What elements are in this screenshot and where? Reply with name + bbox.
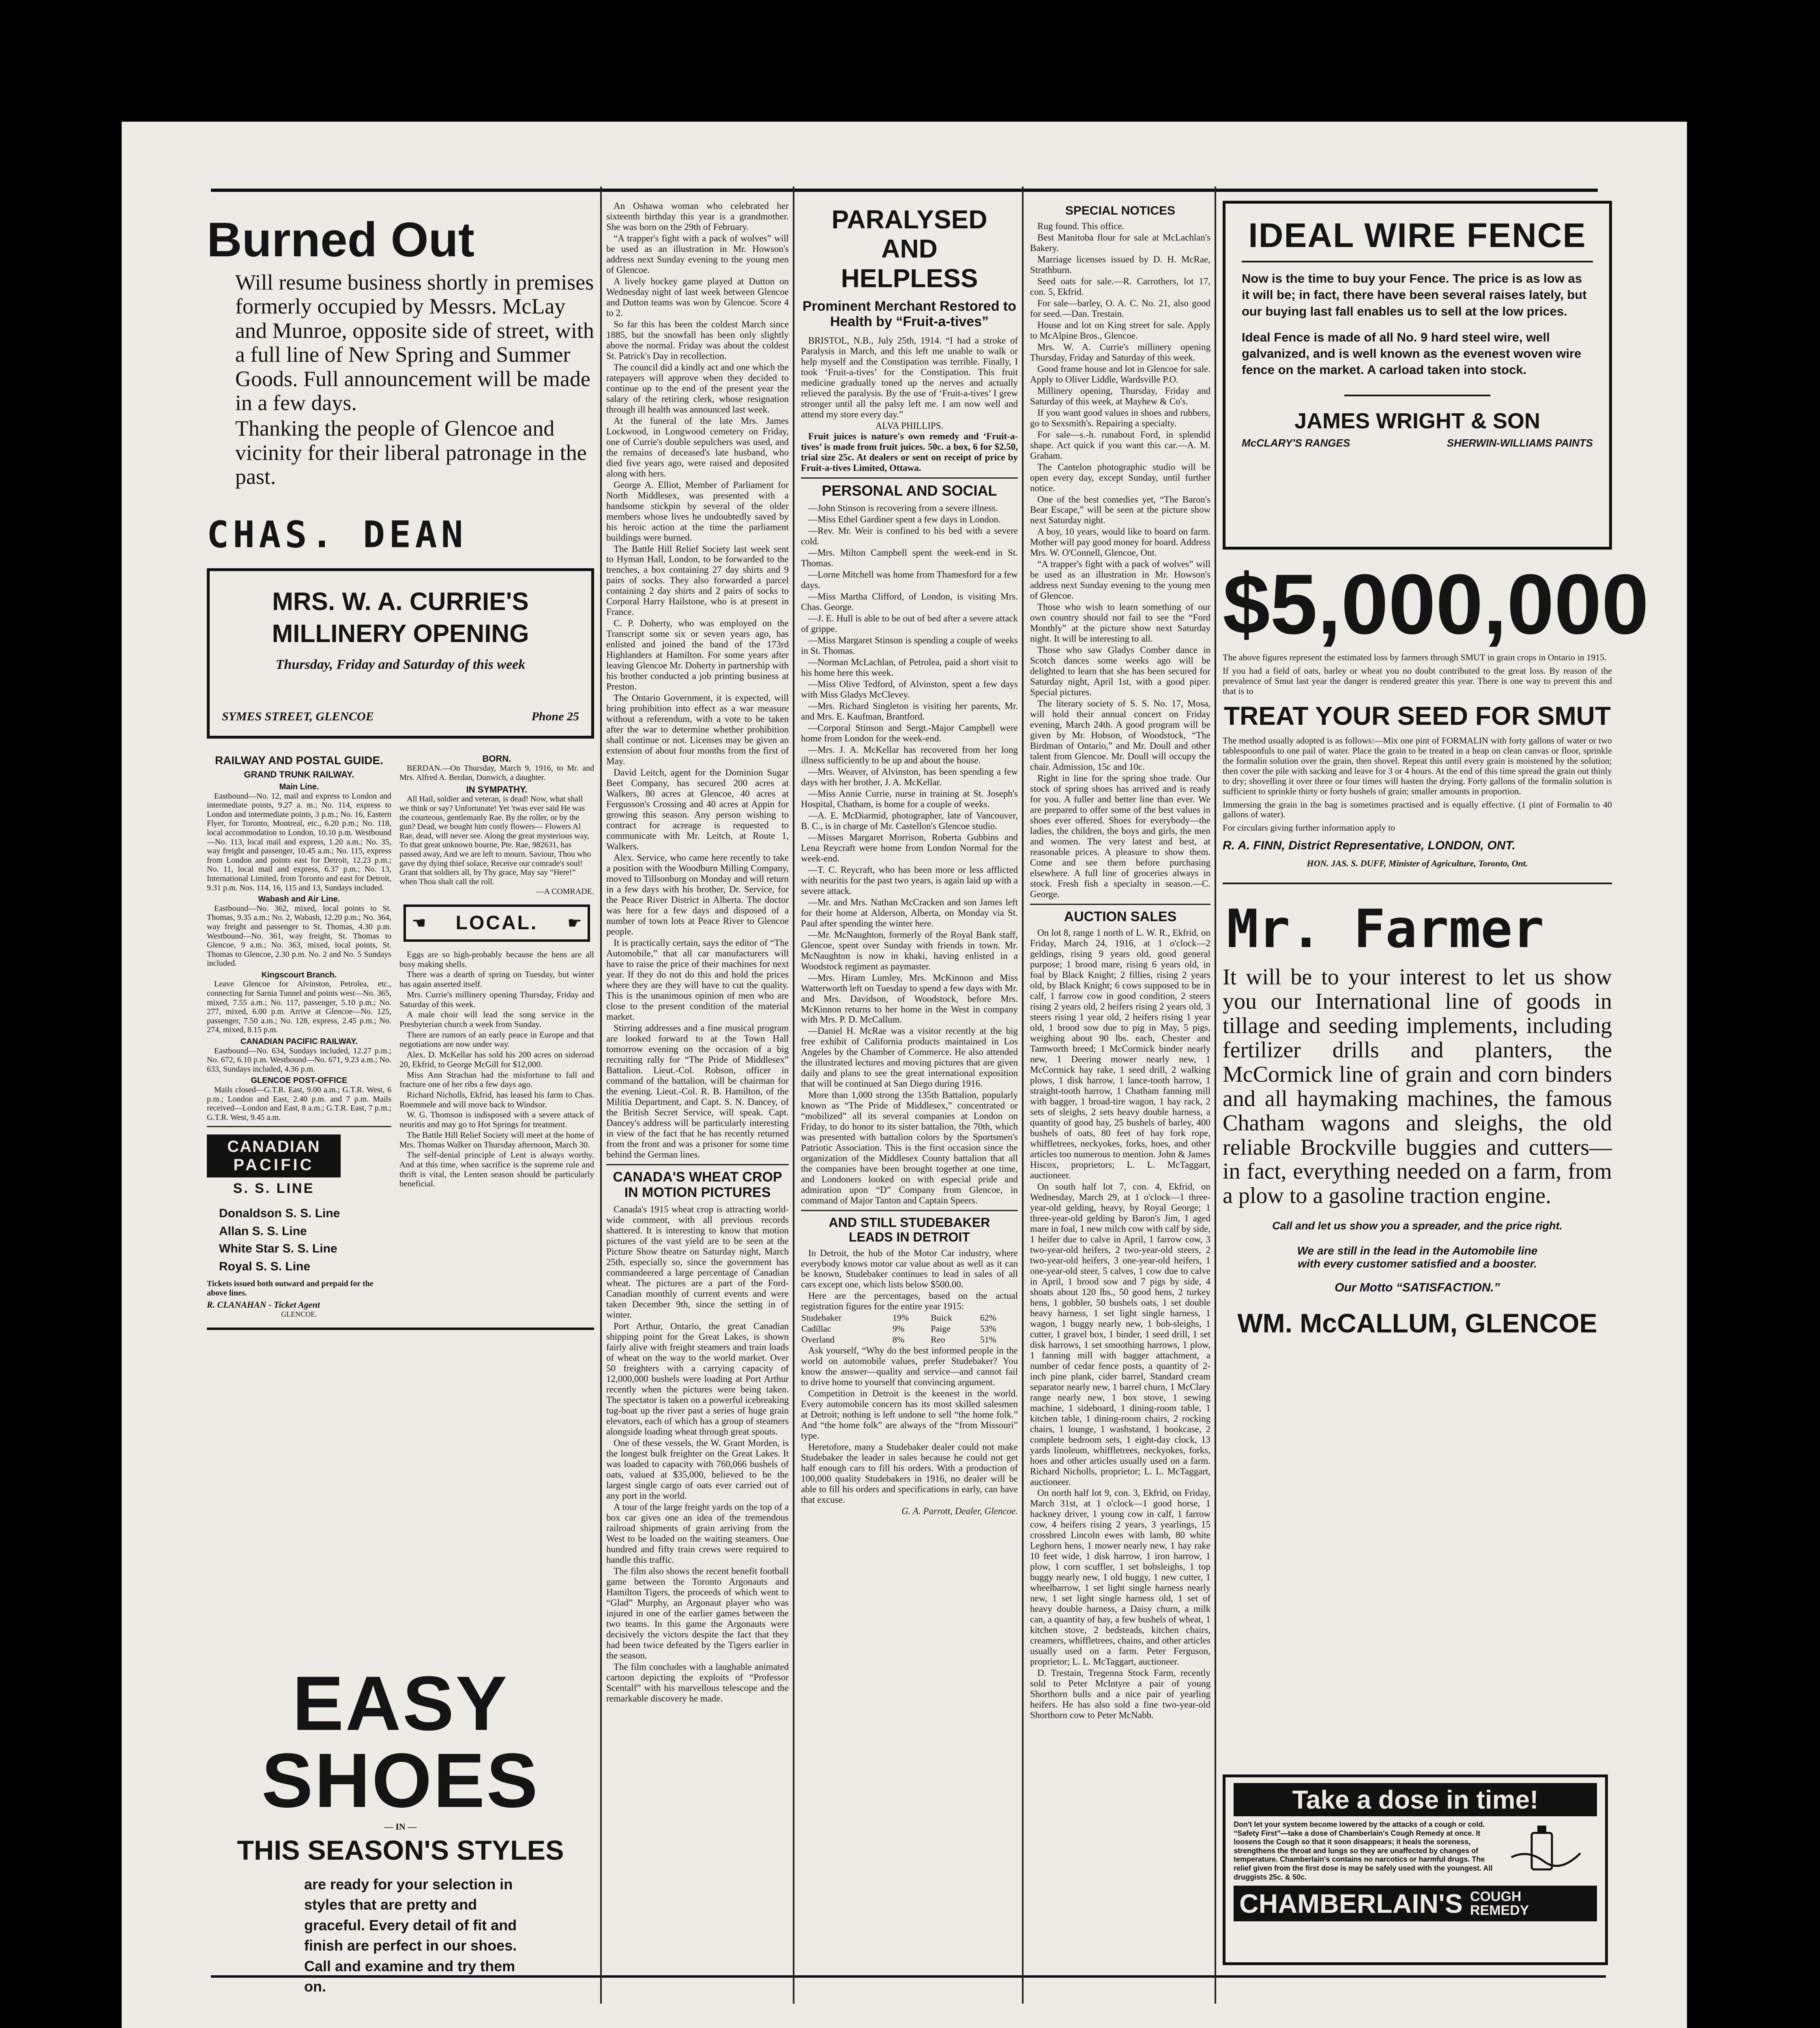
- personal-item: —Mr. McNaughton, formerly of the Royal Bank staff, Glencoe, spent over Sunday with friends in town. Mr. McNaughton is now in khaki, having enlisted in a Woodstock regiment as paymaster.: [801, 929, 1018, 971]
- wheat-para: Port Arthur, Ontario, the great Canadian shipping point for the Great Lakes, is shown fairly alive with freight steamers and train loads of wheat on the way to the world market. Over 50 freighters with a carrying capacity of 12,000,000 bushels were loading at Port Arthur recently when the pictures were being taken. The spectator is taken on a powerful icebreaking tug-boat up the river past a series of huge grain elevators, each of which has a group of steamers alongside loading wheat through great spouts.: [606, 1321, 789, 1437]
- local-item: W. G. Thomson is indisposed with a severe attack of neuritis and may go to Hot Springs for treatment.: [399, 1110, 594, 1130]
- news-item: Stirring addresses and a fine musical program are looked forward to at the Town Hall tomorrow evening on the occasion of a big recruiting rally for “The Pride of Middlesex” Battalion. Lieut.-Col. Robson, officer in command of the battalion, will be chairman for the evening. Lieut.-Col. R. B. Hamilton, of the Militia Department, and Capt. S. N. Dancey, of the British Secret Service, will speak. Capt. Dancey's address will be particularly interesting in view of the fact that he has recently returned from the front and was a prisoner for some time behind the German lines.: [606, 1023, 789, 1160]
- born-notice: [399, 754, 594, 896]
- local-item: The self-denial principle of Lent is always worthy. And at this time, when sacrifice is the supreme rule and thrift is vital, the Lenten season should be particularly beneficial.: [399, 1150, 594, 1189]
- table-row: [801, 1323, 1018, 1334]
- farmer-lead-1: We are still in the lead in the Automobile line: [1297, 1244, 1538, 1257]
- wheat-para: A tour of the large freight yards on the top of a box car gives one an idea of the tremendous railroad shipments of grain arriving from the West to be loaded on the waiting steamers. One hundred and fifty train crews were required to handle this traffic.: [606, 1502, 789, 1565]
- news-item: It is practically certain, says the editor of “The Automobile,” that all car manufacturers will have to raise the price of their machines for next year. If they do not do this and hold the prices where they are they will have to cut the quality. This is the unanimous opinion of men who are close to the present condition of the material market.: [606, 937, 789, 1022]
- paralysed-footer: Fruit juices is nature's own remedy and ‘Fruit-a-tives’ is made from fruit juices. 50c. a box, 6 for $2.50, trial size 25c. At dealers or sent on receipt of price by Fruit-a-tives Limited, Ottawa.: [801, 431, 1018, 473]
- cpr-town: GLENCOE.: [281, 1310, 317, 1319]
- special-item: Seed oats for sale.—R. Carrothers, lot 17, con. 5, Ekfrid.: [1030, 276, 1210, 297]
- wheat-para: Canada's 1915 wheat crop is attracting world-wide comment, with all previous records shattered. It is interesting to know that motion pictures of the vast yield are to be seen at the Picture Show theatre on Saturday night, March 25th, especially so, since the government has commandeered a large percentage of Canadian wheat. The pictures are a part of the Ford-Canadian monthly of current events and were taken December 9th, since the setting in of winter.: [606, 1204, 789, 1320]
- special-item: Mrs. W. A. Currie's millinery opening Thursday, Friday and Saturday of this week.: [1030, 342, 1210, 363]
- chamberlain-name: CHAMBERLAIN'S: [1239, 1888, 1463, 1919]
- column-separator: [1022, 187, 1024, 2004]
- table-cell: Cadillac: [801, 1323, 831, 1334]
- cpr-ticket-note: Tickets issued both outward and prepaid for the above lines.: [207, 1279, 373, 1298]
- special-item: The Cantelon photographic studio will be open every day, except Sunday, until further notice.: [1030, 462, 1210, 493]
- special-item: One of the best comedies yet, “The Baron's Bear Escape,” will be seen at the picture show next Saturday night.: [1030, 494, 1210, 526]
- sympathy-signed: —A COMRADE.: [536, 887, 594, 896]
- table-cell: Studebaker: [801, 1313, 841, 1323]
- local-item: There are rumors of an early peace in Europe and that negotiations are now under way.: [399, 1029, 594, 1049]
- studebaker-title-2: LEADS IN DETROIT: [849, 1230, 970, 1245]
- personal-item: More than 1,000 strong the 135th Battalion, popularly known as “The Pride of Middlesex,” concentrated or “mobilized” all its several companies at London on Friday, to do honor to its sister battalion, the 70th, which was presented with battalion colors by the Sportsmen's Patriotic Association. This is the first occasion since the organization of the Middlesex County battalion that all the companies have been brought together at one time, and Londoners looked on with especial pride and admiration upon “D” Company from Glencoe, in command of Major Tanton and Captain Speers.: [801, 1090, 1018, 1206]
- table-cell: 62%: [980, 1313, 997, 1323]
- wheat-para: The film concludes with a laughable animated cartoon depicting the exploits of “Professor Scentalf” with his marvellous telescope and the remarkable discovery he made.: [606, 1661, 789, 1704]
- paralysed-title-2: HELPLESS: [841, 263, 978, 293]
- currie-title-2: MILLINERY OPENING: [272, 619, 529, 648]
- personal-item: —Rev. Mr. Weir is confined to his bed with a severe cold.: [801, 526, 1018, 547]
- farmer-call: Call and let us show you a spreader, and the price right.: [1272, 1220, 1562, 1232]
- news-item: At the funeral of the late Mrs. James Lockwood, in Longwood cemetery on Friday, one of Currie's double sepulchers was used, and the remains of deceased's late husband, who died five years ago, were raised and deposited along with hers.: [606, 415, 789, 479]
- born-title: BORN.: [482, 753, 511, 764]
- kingscourt-text: Leave Glencoe for Alvinston, Petrolea, etc., connecting for Sarnia Tunnel and points west—No. 365, mixed, 7.55 a.m.; No. 117, passenger, 5.10 p.m.; No. 277, mixed, 6.00 p.m. Arrive at Glencoe—No. 125, passenger, 7.50 a.m.; No. 128, express, 2.45 p.m.; No. 274, mixed, 8.15 p.m.: [207, 980, 391, 1035]
- farmer-lead-2: with every customer satisfied and a booster.: [1298, 1257, 1537, 1270]
- auction-item: On lot 8, range 1 north of L. W. R., Ekfrid, on Friday, March 24, 1916, at 1 o'clock—2 geldings, rising 9 years old, good general purpose; 1 brood mare, rising 6 years old, in foal by Black Knight; 2 fillies, rising 2 years old, by Black Knight; 6 cows supposed to be in calf, 1 farrow cow in good condition, 2 steers rising 2 years old, 2 heifers rising 2 years old, 3 steers rising 1 year old, 2 heifers rising 1 year old, 1 brood sow due to pig in May, 5 pigs, weighing about 90 lbs. each, Chester and Tamworth breed; 1 McCormick binder nearly new, 1 Deering mower nearly new, 1 McCormick hay rake, 1 seed drill, 2 walking plows, 1 disk harrow, 1 lance-tooth harrow, 1 straight-tooth harrow, 1 Chatham fanning mill with bagger, 1 broad-tire wagon, 1 hay rack, 2 sets of sleighs, 2 sets heavy double harness, a quantity of good hay, 25 bushels of barley, 400 bushels of oats, 80 feet of hay fork rope, whiffletrees, neckyokes, forks, hoes, and other articles too numerous to mention. John & James Hiscox, proprietors; L. L. McTaggart, auctioneer.: [1030, 928, 1210, 1180]
- wheat-title-1: CANADA'S WHEAT CROP: [613, 1169, 782, 1185]
- special-item: “A trapper's fight with a pack of wolves” will be used as an illustration in Mr. Howson's address next Sunday evening to the young men of Glencoe.: [1030, 559, 1210, 601]
- special-item: Right in line for the spring shoe trade. Our stock of spring shoes has arrived and is ready for you. A fuller and better line than ever. We are prepared to offer some of the best values in shoes ever offered. Shoes for everybody—the ladies, the children, the boys and girls, the men and women. The very latest and best, at reasonable prices. A pleasure to show them. Come and see them before purchasing elsewhere. A full line of groceries always in stock. Fresh fish a specialty in season.—C. George.: [1030, 773, 1210, 899]
- hand-left-icon: ☚: [412, 914, 426, 932]
- smut-para: The method usually adopted is as follows:—Mix one pint of FORMALIN with forty gallons of water or two tablespoonfuls to one pail of water. Place the grain to be treated in a heap on clean canvas or floor, sprinkle the formalin solution over the grain, then shovel. Repeat this until every grain is moistened by the solution; then cover the pile with sacking and leave for 3 or 4 hours. At the end of this time spread the grain out thinly to dry; shovelling it over three or four times will hasten the drying. Forty gallons of the formalin solution is sufficient to sprinkle thirty or forty bushels of grain; smaller amounts in proportion.: [1223, 735, 1612, 796]
- burned-out-ad: [207, 213, 594, 556]
- born-text: BERDAN.—On Thursday, March 9, 1916, to Mr. and Mrs. Alfred A. Berdan, Dunwich, a daughter.: [399, 764, 594, 782]
- personal-item: —Mrs. Weaver, of Alvinston, has been spending a few days with her brother, J. A. McKellar.: [801, 766, 1018, 787]
- divider: [801, 1210, 1018, 1211]
- personal-item: —Mr. and Mrs. Nathan McCracken and son James left for their home at Alderson, Alberta, on Monday via St. Paul after spending the winter here.: [801, 897, 1018, 928]
- news-item: An Oshawa woman who celebrated her sixteenth birthday this year is a grandmother. She was born on the 29th of February.: [606, 201, 789, 232]
- column-separator: [600, 187, 602, 2004]
- table-cell: 9%: [892, 1323, 905, 1334]
- personal-item: —T. C. Reycraft, who has been more or less afflicted with neuritis for the past two years, is again laid up with a severe attack.: [801, 864, 1018, 896]
- currie-address: SYMES STREET, GLENCOE: [222, 709, 374, 723]
- post-text: Mails closed—G.T.R. East, 9.00 a.m.; G.T.R. West, 6 p.m.; London and East, 2.40 p.m. and 7 p.m. Mails received—London and East, 8 a.m.; G.T.R. East, 7 p.m.; G.T.R. West, 9.45 a.m.: [207, 1085, 391, 1122]
- column-5: [1223, 201, 1649, 1973]
- farmer-motto: Our Motto “SATISFACTION.”: [1335, 1281, 1500, 1295]
- local-item: Alex. D. McKellar has sold his 200 acres on sideroad 20, Ekfrid, to George McGill for $12,000.: [399, 1050, 594, 1069]
- fruit-a-tives-ad: [801, 205, 1018, 473]
- personal-item: —Daniel H. McRae was a visitor recently at the big free exhibit of California products maintained in Los Angeles by the Chamber of Commerce. He also attended the illustrated lectures and moving pictures that are given daily and plans to see the great international exposition that will be continued at San Diego during 1916.: [801, 1026, 1018, 1089]
- news-item: “A trapper's fight with a pack of wolves” will be used as an illustration in Mr. Howson's address next Sunday evening to the young men of Glencoe.: [606, 233, 789, 275]
- kingscourt-title: Kingscourt Branch.: [261, 970, 337, 980]
- local-item: The Battle Hill Relief Society will meet at the home of Mrs. Thomas Walker on Thursday afternoon, March 30.: [399, 1130, 594, 1149]
- smut-minister: HON. JAS. S. DUFF, Minister of Agriculture, Toronto, Ont.: [1307, 858, 1528, 869]
- table-cell: 53%: [980, 1323, 997, 1334]
- news-item: So far this has been the coldest March since 1885, but the snowfall has been only slightly above the normal. Friday was about the coldest St. Patrick's Day in recollection.: [606, 319, 789, 361]
- personal-item: —Misses Margaret Morrison, Roberta Gubbins and Lena Reycraft were home from London Normal for the week-end.: [801, 832, 1018, 864]
- paralysed-body: BRISTOL, N.B., July 25th, 1914. “I had a stroke of Paralysis in March, and this left me unable to walk or help myself and the Constipation was terrible. Finally, I took ‘Fruit-a-tives’ for the Constipation. This fruit medicine gradually toned up the nerves and actually relieved the paralysis. By the use of ‘Fruit-a-tives’ I grew stronger until all the palsy left me. I am now well and attend my store every day.”: [801, 335, 1018, 419]
- auction-item: On south half lot 7, con. 4, Ekfrid, on Wednesday, March 29, at 1 o'clock—1 three-year-old gelding, heavy, by Royal George; 1 three-year-old gelding by Baron's Jim, 1 aged mare in foal, 1 new milch cow with calf by side, 1 heifer due to calve in April, 1 farrow cow, 3 two-year-old heifers, 2 two-year-old steers, 2 two-year-old heifers, 3 one-year-old heifers, 1 one-year-old steer, 5 calves, 1 cow due to calve in April, 1 brood sow and 7 pigs by side, 4 shoats about 120 lbs., 50 good hens, 2 turkey hens, 1 gobbler, 50 bushels oats, 1 set double heavy harness, 1 set light single harness, 1 wagon, 1 buggy nearly new, 1 bob-sleighs, 1 cutter, 1 gravel box, 1 binder, 1 seed drill, 1 set disk harrows, 1 set smoothing harrows, 1 plow, 1 fanning mill with bagger attachment, a number of cedar fence posts, a quantity of 2-inch pine plank, cider barrel, Standard cream separator nearly new, 1 barrel churn, 1 McClary range nearly new, 1 box stove, 1 sewing machine, 1 sideboard, 1 dining-room table, 1 kitchen table, 1 dining-room chairs, 2 rocking chairs, 1 lounge, 1 washstand, 1 bookcase, 2 complete bedroom sets, 1 eight-day clock, 13 yards linoleum, whiffletrees, neckyokes, forks, hoes and other articles usually used on a farm. Richard Nicholls, proprietor; L. L. McTaggart, auctioneer.: [1030, 1181, 1210, 1487]
- local-item: Eggs are so high-probably because the hens are all busy making shells.: [399, 949, 594, 969]
- sympathy-poem: All Hail, soldier and veteran, is dead! Now, what shall we think or say? Unfortunate! Yet 'twas ever said He was the courteous, gentlemanly Rae. By the roller, or by the gun? Dead, we bought him costly flowers— Flowers Al Rae, dead, will never see. Along the great mysterious way, To that great unknown bourne, Pte. Rae, 982631, has passed away, And we are left to mourn. Saviour, Thou who gave thy dying thief solace, Receive our comrade's soul! Grant that soldiers all, by Thy grace, May say “Here!” when Thou shalt call the roll.: [399, 795, 591, 886]
- railway-guide: [207, 754, 391, 1122]
- wheat-title-2: IN MOTION PICTURES: [624, 1185, 771, 1200]
- local-item: A male choir will lead the song service in the Presbyterian church a week from Sunday.: [399, 1010, 594, 1029]
- smut-headline: TREAT YOUR SEED FOR SMUT: [1223, 701, 1611, 731]
- smut-ad: [1223, 556, 1649, 869]
- personal-item: —Mrs. Richard Singleton is visiting her parents, Mr. and Mrs. E. Kaufman, Brantford.: [801, 700, 1018, 722]
- special-item: For sale—s.-h. runabout Ford, in splendid shape. Act quick if you want this car.—A. M. Graham.: [1030, 429, 1210, 461]
- ss-line-item: Allan S. S. Line: [219, 1224, 307, 1238]
- cpr-title: CANADIAN PACIFIC RAILWAY.: [240, 1037, 358, 1046]
- fence-para: Now is the time to buy your Fence. The price is as low as it will be; in fact, there have been several raises lately, but our buying last fall enables us to sell at the low prices.: [1242, 271, 1587, 318]
- divider: [606, 1164, 789, 1165]
- ideal-fence-ad: [1223, 201, 1612, 550]
- chamberlain-title: Take a dose in time!: [1234, 1783, 1597, 1816]
- column-1: [207, 201, 594, 1995]
- personal-item: —Miss Annie Currie, nurse in training at St. Joseph's Hospital, Chatham, is home for a couple of weeks.: [801, 788, 1018, 809]
- column-separator: [1215, 187, 1216, 2004]
- table-cell: Overland: [801, 1334, 835, 1345]
- ss-line-title: S. S. LINE: [233, 1181, 315, 1197]
- local-title: LOCAL.: [455, 912, 538, 934]
- personal-item: —Miss Ethel Gardiner spent a few days in London.: [808, 514, 1001, 525]
- special-item: Rug found. This office.: [1037, 221, 1125, 231]
- hand-right-icon: ☛: [567, 914, 582, 932]
- special-item: Millinery opening, Thursday, Friday and Saturday of this week, at Mayhew & Co's.: [1030, 385, 1210, 406]
- chamberlain-body: Don't let your system become lowered by the attacks of a cough or cold. “Safety First”—take a dose of Chamberlain's Cough Remedy at once. It loosens the Cough so that it soon disappears; it heals the soreness, strengthens the throat and lungs so they are unaffected by changes of temperature. Chamberlain's contains no narcotics or harmful drugs. The relief given from the first dose is may be safely used with the youngest. All druggists 25c. & 50c.: [1234, 1820, 1493, 1881]
- cpr-ss-ad: [207, 1131, 391, 1322]
- studebaker-para: Ask yourself, “Why do the best informed people in the world on automobile values, prefer Studebaker? You know the answer—quality and service—and cannot fail to drive home to yourself that convincing argument.: [801, 1345, 1018, 1387]
- currie-days: Thursday, Friday and Saturday of this week: [275, 657, 526, 672]
- burned-out-title: Burned Out: [207, 213, 474, 267]
- studebaker-para: Heretofore, many a Studebaker dealer could not make Studebaker the leader in sales because he could not get half enough cars to fill his orders. With a production of 100,000 quality Studebakers in 1916, no dealer will be able to fill his orders and specifications in early, can have that excuse.: [801, 1442, 1018, 1505]
- news-item: A lively hockey game played at Dutton on Wednesday night of last week between Glencoe and Dutton teams was won by Glencoe. Score 4 to 2.: [606, 276, 789, 318]
- cpr-text: Eastbound—No. 634, Sundays included, 12.27 p.m.; No. 672, 6.10 p.m. Westbound—No. 671, 9.23 a.m.; No. 633, Sundays included, 4.36 p.m.: [207, 1046, 391, 1074]
- local-item: There was a dearth of spring on Tuesday, but winter has again asserted itself.: [399, 969, 594, 989]
- ss-line-item: Donaldson S. S. Line: [219, 1207, 340, 1220]
- wheat-para: One of these vessels, the W. Grant Morden, is the longest bulk freighter on the Great Lakes. It was loaded to capacity with 760,066 bushels of oats, valued at $35,000, believed to be the largest single cargo of oats ever carried out of any port in the world.: [606, 1438, 789, 1501]
- news-item: Alex. Service, who came here recently to take a position with the Woodburn Milling Company, moved to Tillsonburg on Monday and will return in a few days with his brother, Dr. Service, for the Peace River District in Alberta. The doctor was here for a few days and disposed of a number of town lots at Peace River to Glencoe people.: [606, 853, 789, 937]
- gtr-title: GRAND TRUNK RAILWAY.: [244, 769, 354, 780]
- studebaker-para: In Detroit, the hub of the Motor Car industry, where everybody knows motor car value about as well as it can be known, Studebaker continues to lead in sales of all cars except one, which lists below $500.00.: [801, 1248, 1018, 1290]
- wheat-para: The film also shows the recent benefit football game between the Toronto Argonauts and Hamilton Tigers, the proceeds of which went to “Glad” Murphy, an Argonaut player who was injured in one of the earlier games between the two teams. In this game the Argonauts were decisively the victors despite the fact that they had been twice defeated by the Tigers earlier in the season.: [606, 1566, 789, 1661]
- fence-left-line: McCLARY'S RANGES: [1242, 436, 1350, 449]
- studebaker-signed: G. A. Parrott, Dealer, Glencoe.: [901, 1506, 1018, 1516]
- easy-shoes-season: THIS SEASON'S STYLES: [237, 1835, 564, 1866]
- local-item: Richard Nicholls, Ekfrid, has leased his farm to Chas. Roemmele and will move back to Windsor.: [399, 1090, 594, 1109]
- fence-right-line: SHERWIN-WILLIAMS PAINTS: [1447, 436, 1593, 449]
- table-cell: Buick: [931, 1313, 952, 1323]
- chamberlain-sub-2: REMEDY: [1470, 1903, 1529, 1918]
- divider: [1030, 904, 1210, 905]
- burned-out-thanks: Thanking the people of Glencoe and vicinity for their liberal patronage in the past.: [235, 416, 587, 489]
- special-item: Good frame house and lot in Glencoe for sale. Apply to Oliver Liddle, Wardsville P.O.: [1030, 363, 1210, 385]
- farmer-body: It will be to your interest to let us show you our International line of goods in tillage and seeding implements, including fertilizer drills and planters, the McCormick line of grain and corn binders and all haymaking machines, the famous Chatham wagons and sleighs, the old reliable Brockville buggies and cutters—in fact, everything needed on a farm, from a plow to a gasoline traction engine.: [1223, 965, 1612, 1209]
- fence-title: IDEAL WIRE FENCE: [1248, 216, 1586, 254]
- currie-title-1: MRS. W. A. CURRIE'S: [272, 587, 529, 616]
- personal-item: —Lorne Mitchell was home from Thamesford for a few days.: [801, 569, 1018, 591]
- special-item: Those who saw Gladys Comber dance in Scotch dances some weeks ago will be delighted to learn that she has been secured for Saturday night, April 1st, with a good piper. Special pictures.: [1030, 645, 1210, 698]
- column-2: [606, 201, 789, 1973]
- personal-item: —A. E. McDiarmid, photographer, late of Vancouver, B. C., is in charge of Mr. Castellon's Glencoe studio.: [801, 810, 1018, 831]
- newspaper-page: [122, 122, 1687, 2028]
- main-line-title: Main Line.: [279, 782, 319, 791]
- personal-item: —Norman McLachlan, of Petrolea, paid a short visit to his home here this week.: [801, 657, 1018, 678]
- personal-item: —Miss Martha Clifford, of London, is visiting Mrs. Chas. George.: [801, 591, 1018, 612]
- auction-item: On north half lot 9, con. 3, Ekfrid, on Friday, March 31st, at 1 o'clock—1 good horse, 1 hackney driver, 1 young cow in calf, 1 farrow cow, 4 heifers rising 2 years, 3 yearlings, 15 crossbred Lincoln ewes with lamb, 80 white Leghorn hens, 1 mower nearly new, 1 hay rake 10 feet wide, 1 disk harrow, 1 iron harrow, 1 plow, 1 corn scuffler, 1 set bobsleighs, 1 top buggy nearly new, 1 old buggy, 1 new cutter, 1 wheelbarrow, 1 set light single harness nearly new, 1 set light single harness old, 1 set of heavy double harness, a Daisy churn, a milk can, a quantity of hay, a few bushels of wheat, 1 kitchen stove, 2 bedsteads, kitchen chairs, creamers, whiffletrees, chains, and other articles usually used on a farm. Peter Ferguson, proprietor; L. L. McTaggart, auctioneer.: [1030, 1488, 1210, 1667]
- personal-item: —Mrs. Milton Campbell spent the week-end in St. Thomas.: [801, 548, 1018, 569]
- auction-title: AUCTION SALES: [1064, 909, 1177, 924]
- bottle-icon: [1493, 1820, 1595, 1882]
- main-line-text: Eastbound—No. 12, mail and express to London and intermediate points, 9.27 a. m.; No. 114, express to London and intermediate points, 3 p.m.; No. 16, Eastern Flyer, for Toronto, Montreal, etc., 6.20 p.m.; No. 118, local accommodation to London, 10.10 p.m. Westbound—No. 113, local mail and express, 1.20 a.m.; No. 35, way freight and passenger, 10.45 a.m.; No. 115, express from London and points east for Detroit, 12.23 p.m.; No. 11, local mail and express, 6.37 p.m.; No. 13, International Limited, from Toronto and east for Detroit, 9.31 p.m. Nos. 114, 16, 115 and 13, Sundays included.: [207, 791, 391, 892]
- studebaker-title-1: AND STILL STUDEBAKER: [828, 1215, 990, 1230]
- ss-line-item: Royal S. S. Line: [219, 1259, 311, 1273]
- burned-out-body: Will resume business shortly in premises formerly occupied by Messrs. McLay and Munroe, opposite side of street, with a full line of New Spring and Summer Goods. Full announcement will be made in a few days.: [235, 270, 594, 415]
- local-news: [399, 950, 594, 1189]
- table-cell: Reo: [931, 1334, 945, 1345]
- studebaker-para: Here are the percentages, based on the actual registration figures for the entire year 1915:: [801, 1291, 1018, 1312]
- easy-shoes-body: are ready for your selection in styles that are pretty and graceful. Every detail of fit and finish are perfect in our shoes. Call and examine and try them on.: [304, 1876, 517, 1995]
- special-item: A boy, 10 years, would like to board on farm. Mother will pay good money for board. Address Mrs. W. O'Connell, Glencoe, Ont.: [1030, 526, 1210, 558]
- wabash-text: Eastbound—No. 362, mixed, local points to St. Thomas, 9.35 a.m.; No. 2, Wabash, 12.20 p.m.; No. 364, way freight and passenger to St. Thomas, 4.30 p.m. Westbound—No. 361, way freight, St. Thomas to Glencoe, 9 a.m.; No. 363, mixed, local points, St. Thomas to Glencoe, 2.30 p.m. No. 2 and No. 5 Sundays included.: [207, 904, 391, 968]
- post-title: GLENCOE POST-OFFICE: [251, 1076, 348, 1085]
- personal-item: —Miss Olive Tedford, of Alvinston, spent a few days with Miss Gladys McClevey.: [801, 679, 1018, 700]
- news-item: David Leitch, agent for the Dominion Sugar Beet Company, has secured 200 acres at Walkers, 80 acres at Glencoe, 40 acres at Fergusson's Crossing and 40 acres at Appin for growing this season. Any person wishing to contract for acreage is requested to communicate with Mr. Leitch, at Route 1, Walkers.: [606, 767, 789, 852]
- shoes-top-rule: [207, 1328, 594, 1330]
- studebaker-para: Competition in Detroit is the keenest in the world. Every automobile concern has its most skilled salesmen at Detroit; nothing is left undone to sell “the home folk.” And “the home folk” are always of the “from Missouri” type.: [801, 1388, 1018, 1441]
- easy-shoes-title: EASY SHOES: [261, 1661, 540, 1824]
- special-item: The literary society of S. S. No. 17, Mosa, will hold their annual concert on Friday evening, March 24th. A good program will be given by Mr. Hobson, of Woodstock, “The Birdman of Ontario,” and Mr. Doull and other talent from Glencoe. Mr. Doull will occupy the chair. Admission, 15c and 10c.: [1030, 698, 1210, 772]
- smut-para: For circulars giving further information apply to: [1223, 823, 1395, 833]
- divider: [801, 477, 1018, 479]
- paralysed-sub: Prominent Merchant Restored to Health by “Fruit-a-tives”: [802, 298, 1017, 330]
- special-title: SPECIAL NOTICES: [1065, 204, 1176, 217]
- cpr-agent: R. CLANAHAN - Ticket Agent: [207, 1300, 320, 1310]
- currie-millinery-ad: [207, 568, 594, 739]
- personal-item: —Mrs. Hiram Lumley, Mrs. McKinnon and Miss Watterworth left on Tuesday to spend a few days with Mr. and Mrs. Davidson, of Woodstock, before Mrs. McKinnon returns to her home in the West in company with Mrs. P. D. McCallum.: [801, 972, 1018, 1025]
- personal-item: —Corporal Stinson and Sergt.-Major Campbell were home from London for the week-end.: [801, 722, 1018, 743]
- ss-line-item: White Star S. S. Line: [219, 1242, 337, 1256]
- table-cell: 8%: [892, 1334, 905, 1345]
- farmer-title: Mr. Farmer: [1227, 898, 1544, 960]
- table-cell: Paige: [931, 1323, 951, 1334]
- smut-rep: R. A. FINN, District Representative, LONDON, ONT.: [1223, 839, 1515, 853]
- table-row: [801, 1313, 1018, 1323]
- local-item: Miss Ann Strachan had the misfortune to fall and fracture one of her ribs a few days ago.: [399, 1070, 594, 1089]
- top-rule: [211, 189, 1598, 192]
- personal-item: —Miss Margaret Stinson is spending a couple of weeks in St. Thomas.: [801, 635, 1018, 656]
- smut-para: Immersing the grain in the bag is sometimes practised and is equally effective. (1 pint of Formalin to 40 gallons of water).: [1223, 799, 1612, 820]
- table-row: [801, 1334, 1018, 1345]
- news-item: The Battle Hill Relief Society last week sent to Hyman Hall, London, to be forwarded to the trenches, a box containing 27 day shirts and 9 pairs of socks. They also forwarded a parcel containing 2 day shirts and 2 pairs of socks to Corporal Harry Hailstone, who is at present in France.: [606, 544, 789, 617]
- currie-phone: Phone 25: [531, 709, 579, 723]
- farmer-name: WM. McCALLUM, GLENCOE: [1237, 1308, 1597, 1338]
- news-item: The Ontario Government, it is expected, will bring prohibition into effect as a war measure without a referendum, with a vote to be taken after the war to determine whether prohibition shall continue or not. Licenses may be given an extension of about four months from the first of May.: [606, 693, 789, 767]
- local-item: Mrs. Currie's millinery opening Thursday, Friday and Saturday of this week.: [399, 989, 594, 1009]
- local-header: [403, 904, 590, 942]
- personal-item: —J. E. Hull is able to be out of bed after a severe attack of grippe.: [801, 613, 1018, 634]
- special-item: Best Manitoba flour for sale at McLachlan's Bakery.: [1030, 232, 1210, 253]
- easy-shoes-in: — IN —: [384, 1822, 417, 1832]
- smut-para: If you had a field of oats, barley or wheat you no doubt contributed to the great loss. By reason of the prevalence of Smut last year the danger is rendered greater this year. There is one way to prevent this and that is to: [1223, 665, 1612, 696]
- news-item: George A. Elliot, Member of Parliament for North Middlesex, was presented with a handsome stickpin by several of the older members whose lives he undoubtedly saved by his heroic action at the time the parliament buildings were burned.: [606, 479, 789, 543]
- chas-dean-signature: CHAS. DEAN: [207, 513, 467, 556]
- cpr-logo-line-1: CANADIAN: [227, 1138, 320, 1156]
- table-cell: 51%: [980, 1334, 997, 1345]
- personal-item: —Mrs. J. A. McKellar has recovered from her long illness sufficiently to be up and about the house.: [801, 744, 1018, 765]
- easy-shoes-ad: [207, 1661, 594, 2028]
- special-item: Those who wish to learn something of our own country should not fail to see the “Ford Monthly” at the picture show next Saturday night. It will be interesting to all.: [1030, 602, 1210, 644]
- chamberlain-sub-1: COUGH: [1470, 1889, 1522, 1905]
- smut-amount: $5,000,000: [1223, 556, 1649, 652]
- fence-para: Ideal Fence is made of all No. 9 hard steel wire, well galvanized, and is well known as the evenest woven wire fence on the market. A carload taken into stock.: [1242, 330, 1582, 377]
- auction-item: D. Trestain, Tregenna Stock Farm, recently sold to Peter McIntyre a pair of young Shorthorn bulls and a nice pair of yearling heifers. He has also sold a fine two-year-old Shorthorn cow to Peter McNabb.: [1030, 1668, 1210, 1721]
- studebaker-table: [801, 1313, 1018, 1345]
- paralysed-title-1: PARALYSED AND: [831, 205, 987, 264]
- column-3: [801, 201, 1018, 1973]
- personal-title: PERSONAL AND SOCIAL: [822, 482, 997, 499]
- news-item: The council did a kindly act and one which the ratepayers will approve when they decided to continue up to the end of the present year the salary of the retiring clerk, whose resignation through ill health was announced last week.: [606, 362, 789, 415]
- smut-para: The above figures represent the estimated loss by farmers through SMUT in grain crops in Ontario in 1915.: [1223, 652, 1607, 662]
- sympathy-title: IN SYMPATHY.: [466, 784, 528, 795]
- divider: [207, 1126, 391, 1127]
- column-4: [1030, 201, 1210, 1973]
- personal-item: —John Stinson is recovering from a severe illness.: [808, 503, 998, 513]
- news-item: C. P. Doherty, who was employed on the Transcript some six or seven years ago, has enlisted and joined the band of the 173rd Highlanders at Hamilton. For some years after leaving Glencoe Mr. Doherty in partnership with his brother conducted a job printing business at Preston.: [606, 618, 789, 692]
- table-cell: 19%: [892, 1313, 909, 1323]
- fence-dealer: JAMES WRIGHT & SON: [1294, 408, 1541, 433]
- chamberlain-ad: [1223, 1774, 1608, 1965]
- special-item: If you want good values in shoes and rubbers, go to Sexsmith's. Repairing a specialty.: [1030, 407, 1210, 428]
- special-item: Marriage licenses issued by D. H. McRae, Strathburn.: [1030, 254, 1210, 275]
- paralysed-signed: ALVA PHILLIPS.: [875, 420, 944, 431]
- special-item: For sale—barley, O. A. C. No. 21, also good for seed.—Dan. Trestain.: [1030, 298, 1210, 319]
- mr-farmer-ad: [1223, 898, 1612, 1338]
- wabash-title: Wabash and Air Line.: [258, 895, 340, 904]
- special-item: House and lot on King street for sale. Apply to McAlpine Bros., Glencoe.: [1030, 320, 1210, 341]
- column-separator: [793, 187, 794, 2004]
- cpr-logo-line-2: PACIFIC: [233, 1156, 314, 1174]
- railway-title: RAILWAY AND POSTAL GUIDE.: [215, 754, 383, 767]
